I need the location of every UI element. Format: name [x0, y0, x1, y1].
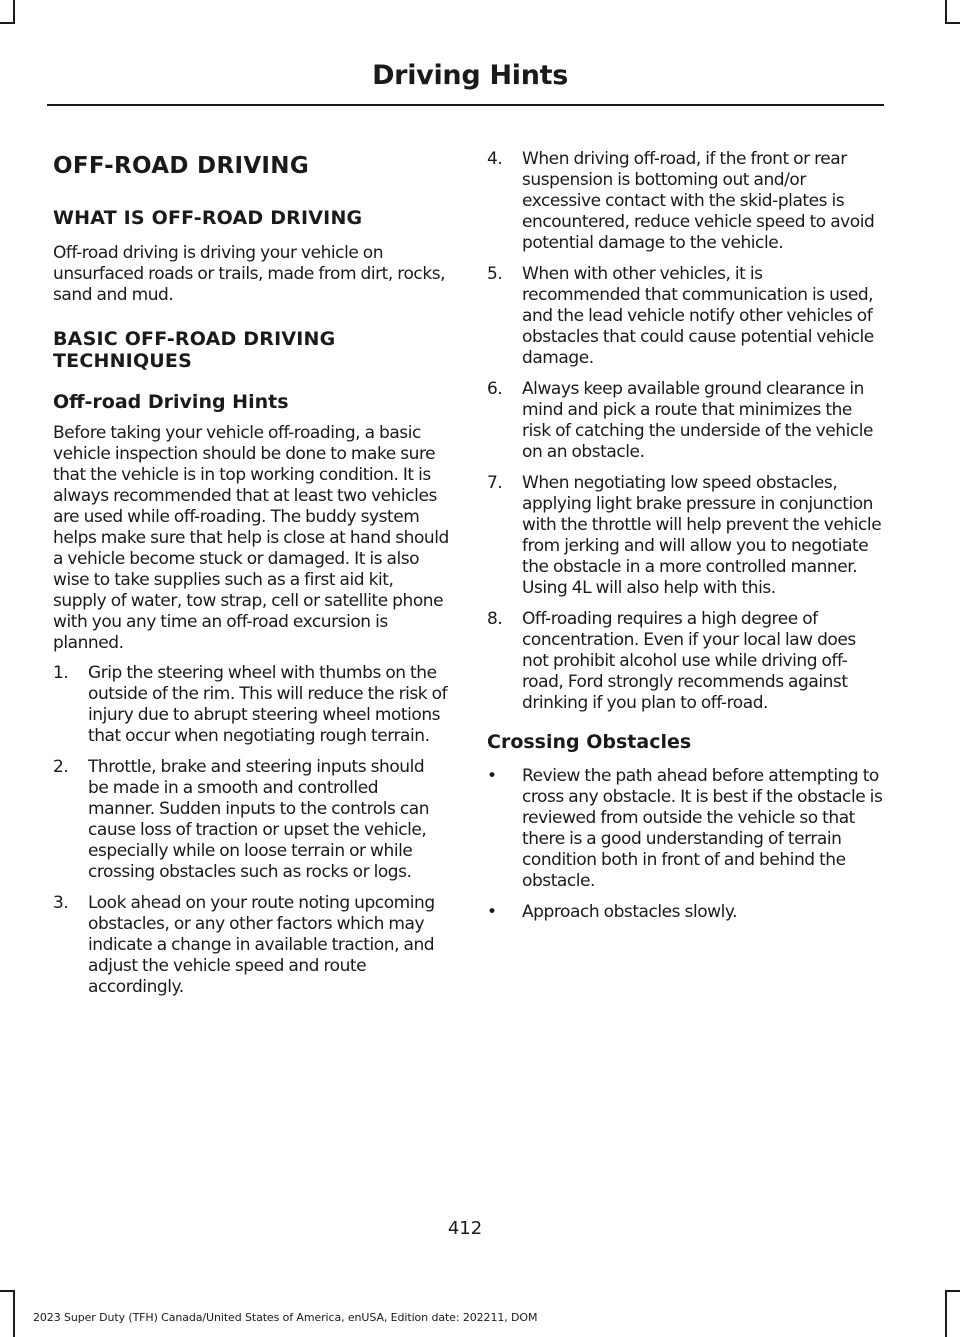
list-item-text: Off-roading requires a high degree of concentration. Even if your local law does not prohibit alcohol use while driving off-road, Ford strongly recommends against drinking if you plan to off-road. — [522, 609, 856, 713]
list-item — [487, 902, 883, 923]
list-item-text: Look ahead on your route noting upcoming obstacles, or any other factors which may indicate a change in available traction, and adjust the vehicle speed and route accordingly. — [88, 893, 435, 997]
list-item — [487, 379, 883, 463]
numbered-list — [487, 149, 883, 714]
numbered-list — [53, 663, 449, 998]
list-item — [487, 473, 883, 599]
header-divider — [47, 104, 884, 106]
subheading-crossing-obstacles: Crossing Obstacles — [487, 731, 692, 753]
list-item — [53, 757, 449, 883]
list-item — [487, 264, 883, 369]
crop-mark — [945, 0, 947, 24]
subheading-what-is-offroad: WHAT IS OFF-ROAD DRIVING — [53, 207, 363, 229]
subheading-basic-techniques: BASIC OFF-ROAD DRIVING TECHNIQUES — [53, 328, 336, 372]
crop-mark — [0, 22, 14, 24]
list-number: 5. — [487, 264, 503, 284]
list-item-text: When with other vehicles, it is recommended that communication is used, and the lead vehicle notify other vehicles of obstacles that could cause potential vehicle damage. — [522, 264, 874, 368]
list-number: 4. — [487, 149, 503, 169]
list-item — [53, 663, 449, 747]
list-number: 2. — [53, 757, 69, 777]
list-item-text: Throttle, brake and steering inputs should be made in a smooth and controlled manner. Sudden inputs to the controls can cause loss of traction or upset the vehicle, especially while on loose terrain or while crossing obstacles such as rocks or logs. — [88, 757, 430, 882]
bullet-marker: • — [487, 766, 497, 786]
crop-mark — [13, 0, 15, 24]
paragraph-offroad-hints: Before taking your vehicle off-roading, a basic vehicle inspection should be done to make sure that the vehicle is in top working condition. It is always recommended that at least two vehicles are used while off-roading. The buddy system helps make sure that help is close at hand should a vehicle become stuck or damaged. It is also wise to take supplies such as a first aid kit, supply of water, tow strap, cell or satellite phone with you any time an off-road excursion is planned. — [53, 423, 449, 653]
crop-mark — [946, 22, 960, 24]
bullet-list — [487, 766, 883, 923]
crop-mark — [0, 1290, 14, 1292]
page-header-title: Driving Hints — [372, 60, 568, 91]
crop-mark — [945, 1290, 947, 1337]
list-number: 7. — [487, 473, 503, 493]
footer-edition-info: 2023 Super Duty (TFH) Canada/United States of America, enUSA, Edition date: 202211, DOM — [33, 1311, 538, 1324]
list-item-text: When negotiating low speed obstacles, applying light brake pressure in conjunction with the throttle will help prevent the vehicle from jerking and will allow you to negotiate the obstacle in a more controlled manner. Using 4L will also help with this. — [522, 473, 882, 598]
list-item-text: When driving off-road, if the front or rear suspension is bottoming out and/or excessive contact with the skid-plates is encountered, reduce vehicle speed to avoid potential damage to the vehicle. — [522, 149, 875, 253]
list-item — [487, 766, 883, 892]
list-item — [53, 893, 449, 998]
crop-mark — [13, 1290, 15, 1337]
section-heading-offroad: OFF-ROAD DRIVING — [53, 153, 310, 179]
list-item-text: Review the path ahead before attempting to cross any obstacle. It is best if the obstacle is reviewed from outside the vehicle so that there is a good understanding of terrain condition both in front of and behind the obstacle. — [522, 766, 883, 891]
list-item-text: Grip the steering wheel with thumbs on the outside of the rim. This will reduce the risk of injury due to abrupt steering wheel motions that occur when negotiating rough terrain. — [88, 663, 448, 746]
paragraph-what-is-offroad: Off-road driving is driving your vehicle on unsurfaced roads or trails, made from dirt, rocks, sand and mud. — [53, 243, 446, 305]
subheading-offroad-hints: Off-road Driving Hints — [53, 391, 289, 413]
list-item — [487, 149, 883, 254]
list-number: 1. — [53, 663, 69, 683]
list-item — [487, 609, 883, 714]
bullet-marker: • — [487, 902, 497, 922]
crop-mark — [946, 1290, 960, 1292]
list-number: 6. — [487, 379, 503, 399]
list-item-text: Always keep available ground clearance in mind and pick a route that minimizes the risk of catching the underside of the vehicle on an obstacle. — [522, 379, 874, 462]
list-number: 3. — [53, 893, 69, 913]
left-column — [53, 145, 449, 1008]
right-column — [487, 145, 883, 933]
page-number: 412 — [447, 1218, 483, 1239]
list-item-text: Approach obstacles slowly. — [522, 902, 738, 922]
list-number: 8. — [487, 609, 503, 629]
